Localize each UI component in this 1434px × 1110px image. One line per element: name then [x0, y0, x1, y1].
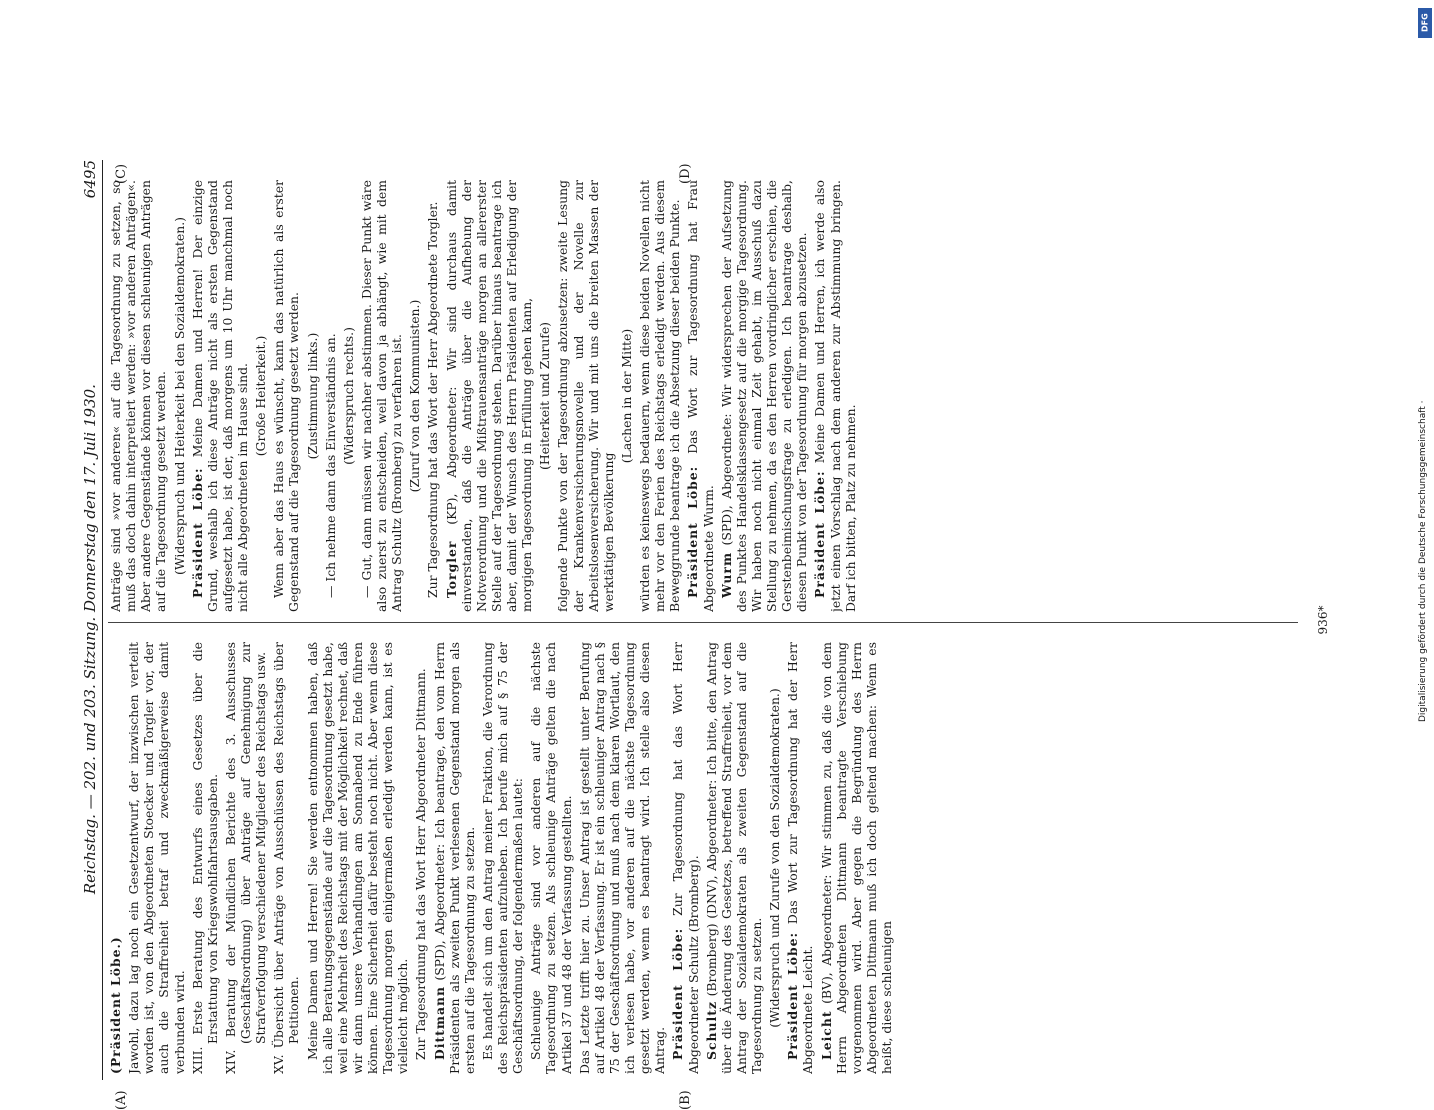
speech-text: Meine Damen und Herren, ich werde also jetzt einen Vorschlag nach dem anderen zur Abstimmung bringen. Darf ich bitten, Platz zu nehmen. — [812, 180, 858, 612]
speaker-name: Präsident Löbe: — [189, 467, 205, 598]
speech-text: Zur Tagesordnung hat das Wort Herr Abgeordneter Schultz (Bromberg). — [670, 642, 701, 1074]
dfg-logo: DFG — [1418, 8, 1432, 38]
interjection: (Widerspruch und Zurufe von den Sozialdemokraten.) — [767, 688, 783, 1028]
paragraph: Jawohl, dazu lag noch ein Gesetzentwurf, der inzwischen verteilt worden ist, von den Abgeordneten Stoecker und Torgler vor, der auch die Straffreiheit betraf und zweckmäßigerweise damit verbunden wird. — [126, 642, 187, 1074]
paragraph: Meine Damen und Herren! Sie werden entnommen haben, daß ich alle Beratungsgegenstände auf die Tagesordnung gesetzt habe, weil eine Mehrheit des Reichstags mit der Möglichkeit rechnet, daß wir dann unsere Verhandlungen am Sonnabend zu Ende führen können. Eine Sicherheit dafür besteht noch nicht. Aber wenn diese Tagesordnung morgen einigermaßen erledigt werden kann, ist es vielleicht möglich. — [304, 642, 411, 1074]
speech-text: (BV), Abgeordneter: Wir stimmen zu, daß die von dem Herrn Abgeordneten Dittmann beantragte Verschiebung vorgenommen wird. Aber gegen die Begründung des Herrn Abgeordneten Dittmann muß ich doch geltend machen: Wenn es heißt, diese schleunigen — [818, 642, 894, 1074]
speech-text: (Bromberg) (DNV), Abgeordneter: Ich bitte, den Antrag über die Änderung des Gesetzes, betreffend Straffreiheit, vor dem Antrag der Sozialdemokraten als zweiten Gegenstand auf die Tagesordnung zu setzen. — [703, 642, 764, 1074]
paragraph: — Ich nehme dann das Einverständnis an. — [322, 333, 338, 598]
speech-paragraph — [190, 180, 251, 612]
speaker-name: Präsident Löbe: — [685, 465, 701, 598]
agenda-item: XIV. Beratung der Mündlichen Berichte des 3. Ausschusses (Geschäftsordnung) über Anträge auf Genehmigung zur Strafverfolgung verschiedener Mitglieder des Reichstags usw. — [222, 642, 269, 1074]
margin-marker-b: (B) — [678, 1090, 693, 1110]
interjection: (Widerspruch und Heiterkeit bei den Sozialdemokraten.) — [171, 217, 187, 575]
page-header — [78, 160, 103, 1080]
agenda-item: XV. Übersicht über Anträge von Ausschüssen des Reichstags über Petitionen. — [271, 642, 302, 1074]
speaker-name: Dittmann — [431, 985, 447, 1060]
speech-paragraph — [704, 642, 765, 1074]
paragraph: Das Letzte trifft hier zu. Unser Antrag ist gestellt unter Berufung auf Artikel 48 der Verfassung. Er ist ein schleuniger Antrag nach § 75 der Geschäftsordnung und muß nach dem klaren Wortlaut, den ich verlesen habe, vor anderen auf die nächste Tagesordnung gesetzt werden, wenn es beantragt wird. Ich stelle also diesen Antrag. — [576, 642, 668, 1074]
speaker-name: (Präsident Löbe.) — [108, 936, 123, 1074]
paragraph: Anträge sind »vor anderen« auf die Tagesordnung zu setzen, so muß das doch dahin interpretiert werden: »vor anderen Anträgen«. Aber andere Gegenstände können vor diesen schleunigen Anträgen auf die Tagesordnung gesetzt werden. — [108, 180, 169, 612]
interjection: (Lachen in der Mitte) — [618, 328, 634, 464]
speech-paragraph — [685, 180, 715, 612]
interjection: (Heiterkeit und Zurufe) — [537, 322, 553, 470]
speech-text: (SPD), Abgeordneter: Ich beantrage, den vom Herrn Präsidenten als zweiten Punkt verlesenen Gegenstand morgen als ersten auf die Tagesordnung zu setzen. — [431, 642, 477, 1074]
speaker-name: Präsident Löbe: — [812, 470, 828, 598]
margin-marker-c: (C) — [114, 163, 129, 184]
rotated-page — [78, 160, 1340, 1110]
paragraph: Schleunige Anträge sind vor anderen auf die nächste Tagesordnung zu setzen. Als schleunige Anträge gelten die nach Artikel 37 und 48 der Verfassung gestellten. — [528, 642, 574, 1074]
paragraph: — Gut, dann müssen wir nachher abstimmen. Dieser Punkt wäre also zuerst zu entscheiden, weil davon ja abhängt, wie mit dem Antrag Schultz (Bromberg) zu verfahren ist. — [358, 180, 405, 612]
header-title: Reichstag. — 202. und 203. Sitzung. Donnerstag den 17. Juli 1930. — [80, 384, 99, 895]
margin-marker-d: (D) — [678, 163, 693, 184]
speech-paragraph — [432, 642, 477, 1074]
speech-text: Das Wort zur Tagesordnung hat der Herr Abgeordnete Leicht. — [785, 642, 816, 1074]
paragraph: würden es keineswegs bedauern, wenn diese beiden Novellen nicht mehr vor den Ferien des Reichstags erledigt werden. Aus diesem Beweggrunde beantrage ich die Absetzung dieser beiden Punkte. — [637, 180, 683, 612]
paragraph: Es handelt sich um den Antrag meiner Fraktion, die Verordnung des Reichspräsidenten aufzuheben. Ich berufe mich auf § 75 der Geschäftsordnung, der folgendermaßen lautet: — [479, 642, 526, 1074]
speech-paragraph — [785, 642, 815, 1074]
speaker-name: Präsident Löbe: — [670, 927, 686, 1060]
interjection: (Zuruf von den Kommunisten.) — [407, 299, 423, 493]
interjection: (Zustimmung links.) — [304, 332, 320, 460]
page-number: 6495 — [80, 160, 99, 199]
funding-note: Digitalisierung gefördert durch die Deutsche Forschungsgemeinschaft · — [1418, 400, 1428, 722]
margin-marker-a: (A) — [114, 1090, 129, 1110]
interjection: (Widerspruch rechts.) — [340, 327, 356, 465]
page-footer: 936* — [1316, 605, 1330, 635]
speaker-name: Schultz — [703, 1001, 719, 1060]
speaker-name: Präsident Löbe: — [785, 931, 801, 1060]
speaker-name: Torgler — [443, 540, 459, 598]
speech-paragraph — [719, 180, 810, 612]
speech-paragraph — [670, 642, 700, 1074]
paragraph: Zur Tagesordnung hat das Wort Herr Abgeordneter Dittmann. — [413, 668, 429, 1060]
paragraph: Wenn aber das Haus es wünscht, kann das natürlich als erster Gegenstand auf die Tagesordnung gesetzt werden. — [271, 180, 302, 612]
speech-text: (KP), Abgeordneter: Wir sind durchaus damit einverstanden, daß die Anträge über die Aufhebung der Notverordnung und die Mißtrauensanträge morgen an allererster Stelle auf der Tagesordnung stehen. Darüber hinaus beantrage ich aber, damit der Wunsch des Herrn Präsidenten auf Erledigung der morgigen Tagesordnung in Erfüllung gehen kann, — [443, 180, 535, 612]
speech-paragraph — [444, 180, 535, 612]
speech-text: (SPD), Abgeordnete: Wir widersprechen der Aufsetzung des Punktes Handelsklassengesetz auf die morgige Tagesordnung. Wir haben noch nicht einmal Zeit gehabt, im Ausschuß dazu Stellung zu nehmen, da es den Herren vordringlicher erschien, die Gerstenbeimischungsfrage zu erledigen. Ich beantrage deshalb, diesen Punkt von der Tagesordnung für morgen abzusetzen. — [718, 180, 810, 612]
interjection: (Große Heiterkeit.) — [253, 335, 269, 457]
speaker-heading — [108, 642, 123, 1074]
digitization-label — [1418, 8, 1432, 728]
speech-text: Das Wort zur Tagesordnung hat Frau Abgeordnete Wurm. — [685, 180, 716, 612]
left-column — [108, 642, 1308, 1074]
right-column — [108, 180, 1308, 612]
agenda-item: XIII. Erste Beratung des Entwurfs eines Gesetzes über die Erstattung von Kriegswohlfahrtsausgaben. — [189, 642, 220, 1074]
paragraph: folgende Punkte von der Tagesordnung abzusetzen: zweite Lesung der Krankenversicherungsnovelle und der Novelle zur Arbeitslosenversicherung. Wir und mit uns die breiten Massen der werktätigen Bevölkerung — [555, 180, 616, 612]
column-divider — [108, 622, 1298, 623]
speech-paragraph — [812, 180, 857, 612]
speaker-name: Wurm — [718, 551, 734, 598]
speech-paragraph — [819, 642, 895, 1074]
speech-text: Meine Damen und Herren! Der einzige Grund, weshalb ich diese Anträge nicht als ersten Gegenstand aufgesetzt habe, ist der, daß morgens um 10 Uhr manchmal noch nicht alle Abgeordneten im Hause sind. — [189, 180, 250, 612]
paragraph: Zur Tagesordnung hat das Wort der Herr Abgeordnete Torgler. — [425, 201, 441, 598]
speaker-name: Leicht — [818, 1010, 834, 1060]
